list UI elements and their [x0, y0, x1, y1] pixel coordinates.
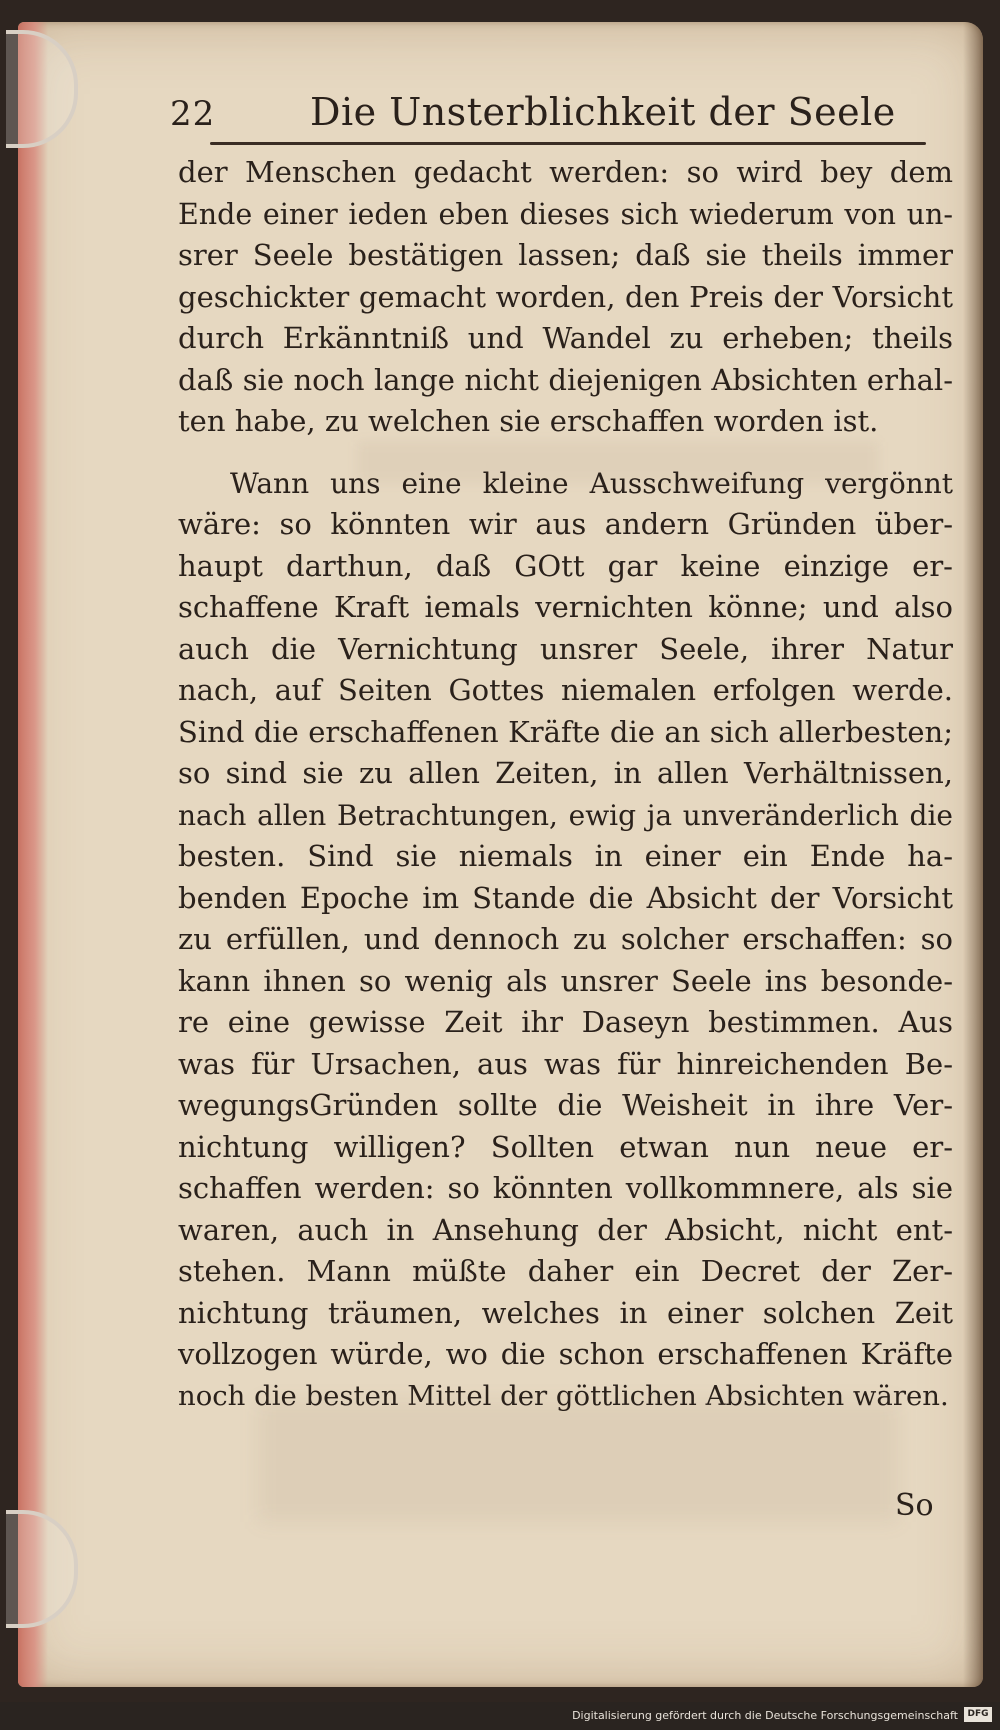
- page-number: 22: [170, 94, 216, 134]
- text-line: so sind sie zu allen Zeiten, in allen Verhältnissen,: [178, 756, 953, 790]
- text-line: durch Erkänntniß und Wandel zu erheben; theils: [178, 321, 953, 355]
- text-line: nichtung willigen? Sollten etwan nun neue er-: [178, 1129, 953, 1164]
- text-line: re eine gewisse Zeit ihr Daseyn bestimmen. Aus: [178, 1005, 953, 1039]
- text-line: ten habe, zu welchen sie erschaffen worden ist.: [178, 404, 879, 438]
- text-line: auch die Vernichtung unsrer Seele, ihrer Natur: [178, 631, 953, 666]
- text-line: wegungsGründen sollte die Weisheit in ihre Ver-: [178, 1088, 953, 1122]
- text-line: besten. Sind sie niemals in einer ein Ende ha-: [178, 839, 953, 873]
- running-title: Die Unsterblichkeit der Seele: [310, 90, 896, 134]
- text-line: Wann uns eine kleine Ausschweifung vergönnt: [230, 466, 953, 500]
- body-text: [178, 152, 953, 1417]
- paragraph: [178, 463, 953, 1418]
- text-line: nichtung träumen, welches in einer solchen Zeit: [178, 1295, 953, 1330]
- text-line: geschickter gemacht worden, den Preis der Vorsicht: [178, 279, 953, 314]
- text-line: schaffen werden: so könnten vollkommnere, als sie: [178, 1171, 953, 1205]
- text-line: daß sie noch lange nicht diejenigen Absichten erhal-: [178, 362, 953, 397]
- text-line: kann ihnen so wenig als unsrer Seele ins besonde-: [178, 963, 953, 998]
- header-rule: [210, 142, 926, 145]
- text-line: was für Ursachen, aus was für hinreichenden Be-: [178, 1046, 953, 1081]
- text-line: haupt darthun, daß GOtt gar keine einzige er-: [178, 548, 953, 583]
- text-line: vollzogen würde, wo die schon erschaffenen Kräfte: [178, 1337, 953, 1371]
- page-header: [170, 88, 930, 138]
- text-line: benden Epoche im Stande die Absicht der Vorsicht: [178, 880, 953, 915]
- text-line: zu erfüllen, und dennoch zu solcher erschaffen: so: [178, 922, 953, 956]
- text-line: nach, auf Seiten Gottes niemalen erfolgen werde.: [178, 673, 953, 707]
- text-line: waren, auch in Ansehung der Absicht, nicht ent-: [178, 1212, 953, 1247]
- text-line: Ende einer ieden eben dieses sich wiederum von un-: [178, 197, 953, 231]
- page-gutter-shadow: [963, 22, 983, 1687]
- page-red-edge: [18, 22, 48, 1687]
- text-line: stehen. Mann müßte daher ein Decret der Zer-: [178, 1254, 953, 1288]
- text-line: Sind die erschaffenen Kräfte die an sich allerbesten;: [178, 714, 953, 749]
- text-line: noch die besten Mittel der göttlichen Absichten wären.: [178, 1379, 949, 1412]
- ink-bleed-stain: [258, 1402, 898, 1522]
- paragraph: [178, 152, 953, 443]
- text-line: wäre: so könnten wir aus andern Gründen über-: [178, 507, 953, 541]
- catchword: So: [895, 1488, 934, 1523]
- text-line: schaffene Kraft iemals vernichten könne; und also: [178, 590, 953, 624]
- text-line: nach allen Betrachtungen, ewig ja unveränderlich die: [178, 798, 953, 832]
- dfg-logo-icon: DFG: [964, 1707, 992, 1722]
- text-line: der Menschen gedacht werden: so wird bey dem: [178, 155, 953, 189]
- digitization-credit: Digitalisierung gefördert durch die Deutsche Forschungsgemeinschaft: [572, 1709, 958, 1722]
- text-line: srer Seele bestätigen lassen; daß sie theils immer: [178, 238, 953, 272]
